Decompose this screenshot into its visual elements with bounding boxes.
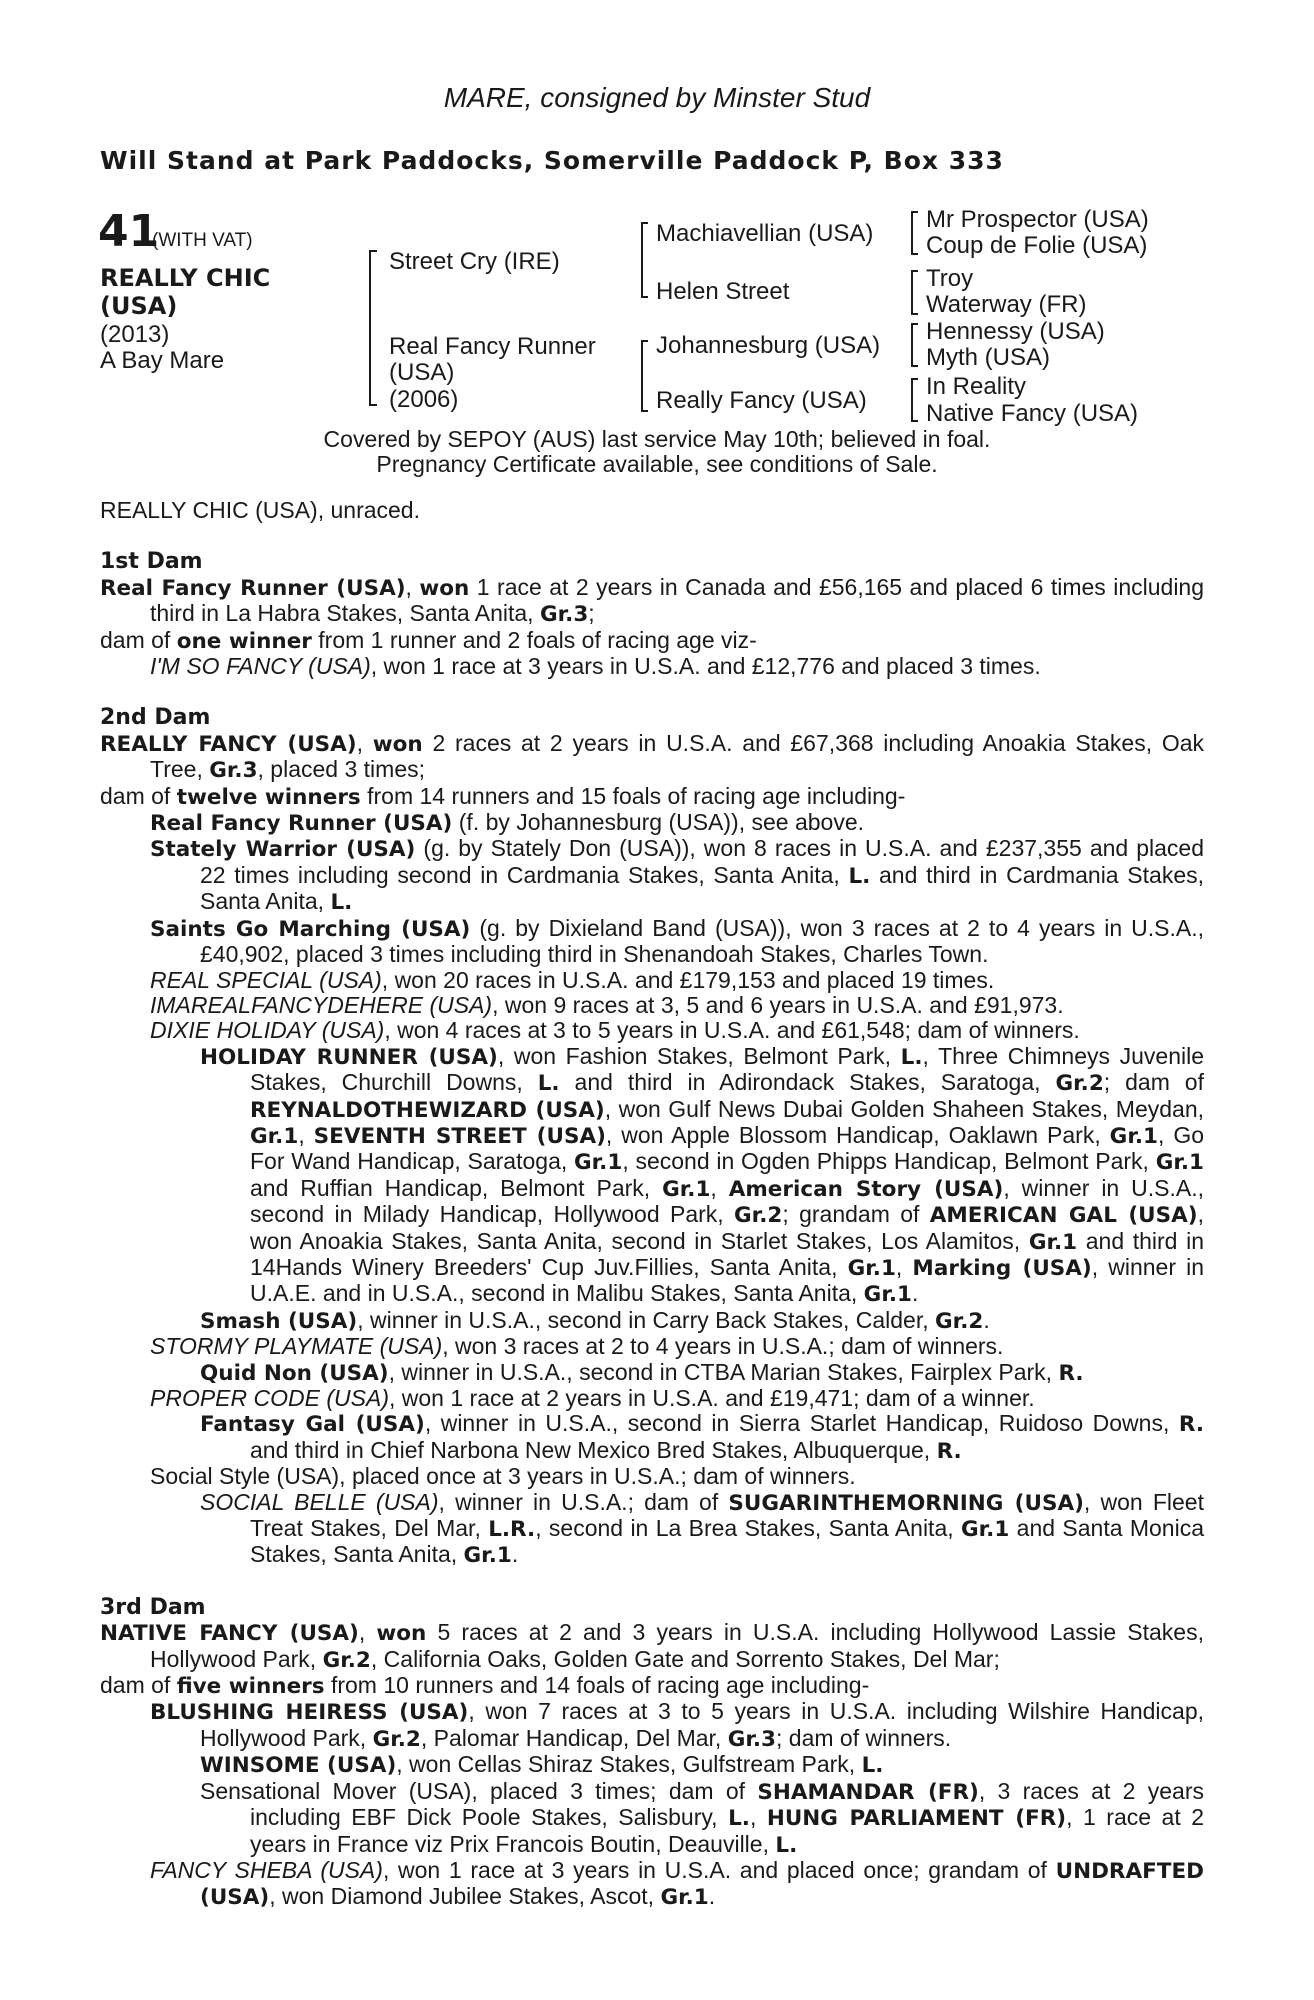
produce-sub-entry: WINSOME (USA), won Cellas Shiraz Stakes, Gulfstream Park, L. bbox=[200, 1751, 884, 1779]
produce-entry: FANCY SHEBA (USA), won 1 race at 3 years in U.S.A. and placed once; grandam of UNDRAFTED (USA), won Diamond Jubilee Stakes, Ascot, Gr.1. bbox=[150, 1856, 1205, 1911]
produce-entry: STORMY PLAYMATE (USA), won 3 races at 2 to 4 years in U.S.A.; dam of winners. bbox=[150, 1333, 1004, 1360]
horse-description: A Bay Mare bbox=[100, 347, 225, 374]
ancestor-6: Myth (USA) bbox=[926, 344, 1051, 371]
pedigree-bracket-g2 bbox=[911, 270, 918, 315]
pedigree-bracket-dam bbox=[641, 340, 648, 412]
pedigree-bracket-g1 bbox=[911, 211, 918, 255]
dam-foaling-year: (2006) bbox=[389, 386, 459, 413]
pedigree-bracket-sire bbox=[641, 222, 648, 298]
produce-sub-entry: SOCIAL BELLE (USA), winner in U.S.A.; dam of SUGARINTHEMORNING (USA), won Fleet Treat Stakes, Del Mar, L.R., second in La Brea Stakes, Santa Anita, Gr.1 and Santa Monica Stakes, Santa Anita, Gr.1. bbox=[200, 1488, 1204, 1569]
pedigree-bracket-1 bbox=[369, 250, 377, 406]
horse-name: REALLY CHIC bbox=[100, 264, 271, 292]
catalogue-body bbox=[100, 498, 1204, 1911]
first-dam-produce-summary: dam of one winner from 1 runner and 2 foals of racing age viz- bbox=[100, 626, 757, 654]
first-dam-heading: 1st Dam bbox=[100, 549, 203, 575]
covering-note: Covered by SEPOY (AUS) last service May 10th; believed in foal. bbox=[323, 426, 991, 452]
sire-name: Street Cry (IRE) bbox=[389, 248, 560, 275]
produce-entry: Saints Go Marching (USA) (g. by Dixieland Band (USA)), won 3 races at 2 to 4 years in U.S.A., £40,902, placed 3 times including third in Shenandoah Stakes, Charles Town. bbox=[150, 914, 1204, 968]
consignment-line: MARE, consigned by Minster Stud bbox=[443, 82, 871, 113]
ancestor-7: In Reality bbox=[926, 373, 1027, 400]
third-dam-heading: 3rd Dam bbox=[100, 1594, 206, 1620]
produce-sub-entry: Fantasy Gal (USA), winner in U.S.A., second in Sierra Starlet Handicap, Ruidoso Downs, R. and third in Chief Narbona New Mexico Bred Stakes, Albuquerque, R. bbox=[200, 1410, 1204, 1464]
vat-note: (WITH VAT) bbox=[152, 230, 253, 251]
produce-entry: PROPER CODE (USA), won 1 race at 2 years in U.S.A. and £19,471; dam of a winner. bbox=[150, 1385, 1035, 1411]
dam-name-line2: (USA) bbox=[389, 359, 455, 386]
ancestor-3: Troy bbox=[926, 265, 974, 292]
second-dam-produce-summary: dam of twelve winners from 14 runners and 15 foals of racing age including- bbox=[100, 782, 906, 810]
third-dam-produce-summary: dam of five winners from 10 runners and 14 foals of racing age including- bbox=[100, 1672, 870, 1700]
produce-sub-entry: HOLIDAY RUNNER (USA), won Fashion Stakes, Belmont Park, L., Three Chimneys Juvenile Stakes, Churchill Downs, L. and third in Adirondack Stakes, Saratoga, Gr.2; dam of REYNALDOTHEWIZARD (USA), won Gulf News Dubai Golden Shaheen Stakes, Meydan, Gr.1, SEVENTH STREET (USA), won Apple Blossom Handicap, Oaklawn Park, Gr.1, Go For Wand Handicap, Saratoga, Gr.1, second in Ogden Phipps Handicap, Belmont Park, Gr.1 and Ruffian Handicap, Belmont Park, Gr.1, American Story (USA), winner in U.S.A., second in Milady Handicap, Hollywood Park, Gr.2; grandam of AMERICAN GAL (USA), won Anoakia Stakes, Santa Anita, second in Starlet Stakes, Los Alamitos, Gr.1 and third in 14Hands Winery Breeders' Cup Juv.Fillies, Santa Anita, Gr.1, Marking (USA), winner in U.A.E. and in U.S.A., second in Malibu Stakes, Santa Anita, Gr.1. bbox=[200, 1042, 1205, 1308]
pedigree-bracket-g4 bbox=[911, 378, 918, 422]
intro-line: REALLY CHIC (USA), unraced. bbox=[100, 497, 420, 523]
produce-sub-entry: Sensational Mover (USA), placed 3 times; dam of SHAMANDAR (FR), 3 races at 2 years including EBF Dick Poole Stakes, Salisbury, L., HUNG PARLIAMENT (FR), 1 race at 2 years in France viz Prix Francois Boutin, Deauville, L. bbox=[200, 1777, 1204, 1858]
ancestor-4: Waterway (FR) bbox=[926, 291, 1087, 318]
first-dam-foal: I'M SO FANCY (USA), won 1 race at 3 years in U.S.A. and £12,776 and placed 3 times. bbox=[150, 653, 1041, 680]
dam-sire: Johannesburg (USA) bbox=[656, 332, 881, 359]
horse-country: (USA) bbox=[100, 292, 178, 320]
second-dam-record: REALLY FANCY (USA), won 2 races at 2 years in U.S.A. and £67,368 including Anoakia Stakes, Oak Tree, Gr.3, placed 3 times; bbox=[100, 729, 1205, 784]
foaling-year: (2013) bbox=[100, 321, 170, 348]
pregnancy-note: Pregnancy Certificate available, see conditions of Sale. bbox=[376, 451, 938, 477]
produce-entry: BLUSHING HEIRESS (USA), won 7 races at 3 to 5 years in U.S.A. including Wilshire Handicap, Hollywood Park, Gr.2, Palomar Handicap, Del Mar, Gr.3; dam of winners. bbox=[150, 1698, 1204, 1752]
produce-entry: Real Fancy Runner (USA) (f. by Johannesburg (USA)), see above. bbox=[150, 809, 865, 837]
lot-number: 41 bbox=[98, 206, 160, 257]
ancestor-5: Hennessy (USA) bbox=[926, 318, 1105, 345]
ancestor-2: Coup de Folie (USA) bbox=[926, 232, 1148, 259]
produce-entry: DIXIE HOLIDAY (USA), won 4 races at 3 to 5 years in U.S.A. and £61,548; dam of winners. bbox=[150, 1017, 1080, 1044]
third-dam-record: NATIVE FANCY (USA), won 5 races at 2 and 3 years in U.S.A. including Hollywood Lassie Stakes, Hollywood Park, Gr.2, California Oaks, Golden Gate and Sorrento Stakes, Del Mar; bbox=[100, 1619, 1204, 1673]
ancestor-8: Native Fancy (USA) bbox=[926, 400, 1139, 427]
produce-entry: IMAREALFANCYDEHERE (USA), won 9 races at 3, 5 and 6 years in U.S.A. and £91,973. bbox=[150, 991, 1064, 1018]
produce-sub-entry: Smash (USA), winner in U.S.A., second in Carry Back Stakes, Calder, Gr.2. bbox=[200, 1306, 990, 1334]
ancestor-1: Mr Prospector (USA) bbox=[926, 206, 1149, 233]
dam-name-line1: Real Fancy Runner bbox=[389, 333, 596, 360]
dam-dam: Really Fancy (USA) bbox=[656, 387, 867, 414]
stand-location: Will Stand at Park Paddocks, Somerville Paddock P, Box 333 bbox=[100, 146, 1004, 175]
sire-sire: Machiavellian (USA) bbox=[656, 220, 874, 247]
sire-dam: Helen Street bbox=[656, 278, 790, 305]
produce-entry: REAL SPECIAL (USA), won 20 races in U.S.A. and £179,153 and placed 19 times. bbox=[150, 966, 995, 993]
produce-entry: Stately Warrior (USA) (g. by Stately Don (USA)), won 8 races in U.S.A. and £237,355 and placed 22 times including second in Cardmania Stakes, Santa Anita, L. and third in Cardmania Stakes, Santa Anita, L. bbox=[150, 835, 1204, 916]
produce-entry: Social Style (USA), placed once at 3 years in U.S.A.; dam of winners. bbox=[150, 1463, 856, 1490]
first-dam-record: Real Fancy Runner (USA), won 1 race at 2 years in Canada and £56,165 and placed 6 times including third in La Habra Stakes, Santa Anita, Gr.3; bbox=[100, 573, 1205, 628]
second-dam-heading: 2nd Dam bbox=[100, 705, 211, 731]
pedigree-bracket-g3 bbox=[911, 323, 918, 367]
produce-sub-entry: Quid Non (USA), winner in U.S.A., second in CTBA Marian Stakes, Fairplex Park, R. bbox=[200, 1358, 1084, 1386]
